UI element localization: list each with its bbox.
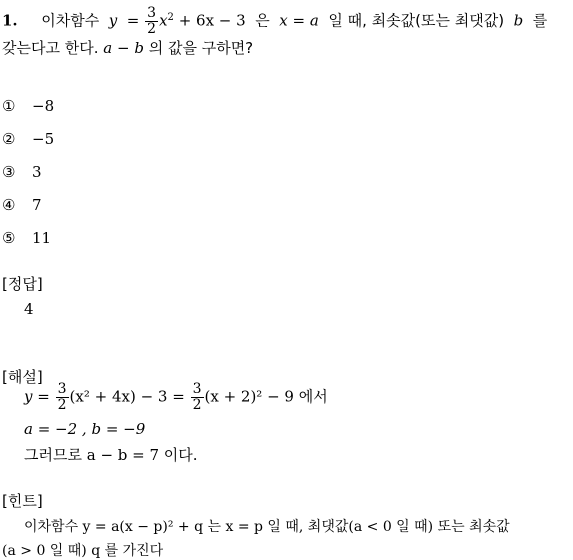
option-3[interactable] [2, 163, 42, 181]
explanation-line-2: a = −2 , b = −9 [24, 420, 146, 438]
expl-end: (x + 2)² − 9 에서 [204, 387, 328, 406]
cond-pre: 은 [255, 11, 270, 30]
eq-exponent: 2 [167, 11, 174, 23]
explanation-heading: [해설] [2, 368, 43, 386]
option-value: −8 [32, 97, 55, 115]
cond-a: a [309, 11, 319, 30]
question-line-2 [2, 38, 253, 58]
eq-tail: + 6x − 3 [178, 11, 246, 30]
eq-fraction-num: 3 [147, 5, 157, 21]
explanation-line-1 [24, 382, 328, 413]
option-value: 3 [32, 163, 42, 181]
expl-fraction-1-num: 3 [57, 381, 67, 397]
option-marker: ⑤ [2, 229, 16, 247]
question-line-1 [2, 6, 547, 37]
option-marker: ④ [2, 196, 16, 214]
hint-line-1: 이차함수 y = a(x − p)² + q 는 x = p 일 때, 최댓값(a < 0 일 때) 또는 최솟값 [24, 519, 510, 535]
option-2[interactable] [2, 130, 54, 148]
line2-expr: a − b [103, 39, 144, 57]
expl-fraction-1 [56, 382, 69, 413]
option-4[interactable] [2, 196, 42, 214]
option-marker: ③ [2, 163, 16, 181]
expl-fraction-2 [191, 382, 204, 413]
answer-heading: [정답] [2, 275, 43, 293]
cond-post: 일 때, 최솟값(또는 최댓값) [328, 11, 505, 30]
answer-value: 4 [24, 300, 34, 318]
eq-fraction [145, 6, 158, 37]
question-number: 1. [2, 11, 18, 30]
eq-fraction-den: 2 [147, 21, 157, 37]
cond-b: b [513, 11, 524, 30]
option-1[interactable] [2, 97, 54, 115]
eq-equals: = [126, 11, 140, 30]
expl-y: y = [24, 387, 50, 406]
hint-line-2: (a > 0 일 때) q 를 가진다 [2, 543, 164, 559]
question-intro: 이차함수 [41, 11, 100, 30]
option-5[interactable] [2, 229, 51, 247]
expl-fraction-2-num: 3 [192, 381, 202, 397]
option-value: 11 [32, 229, 52, 247]
option-marker: ① [2, 97, 16, 115]
option-value: 7 [32, 196, 42, 214]
expl-fraction-1-den: 2 [57, 397, 67, 413]
option-value: −5 [32, 130, 55, 148]
line2-pre: 갖는다고 한다. [2, 39, 99, 57]
cond-equals: = [292, 11, 306, 30]
option-marker: ② [2, 130, 16, 148]
hint-heading: [힌트] [2, 492, 43, 510]
cond-x: x [279, 11, 288, 30]
eq-y: y [108, 11, 118, 30]
line2-post: 의 값을 구하면? [148, 39, 254, 57]
eq-x: x [159, 11, 168, 30]
cond-end: 를 [532, 11, 548, 30]
explanation-line-3: 그러므로 a − b = 7 이다. [24, 446, 198, 464]
expl-mid: (x² + 4x) − 3 = [69, 387, 185, 406]
expl-fraction-2-den: 2 [192, 397, 202, 413]
